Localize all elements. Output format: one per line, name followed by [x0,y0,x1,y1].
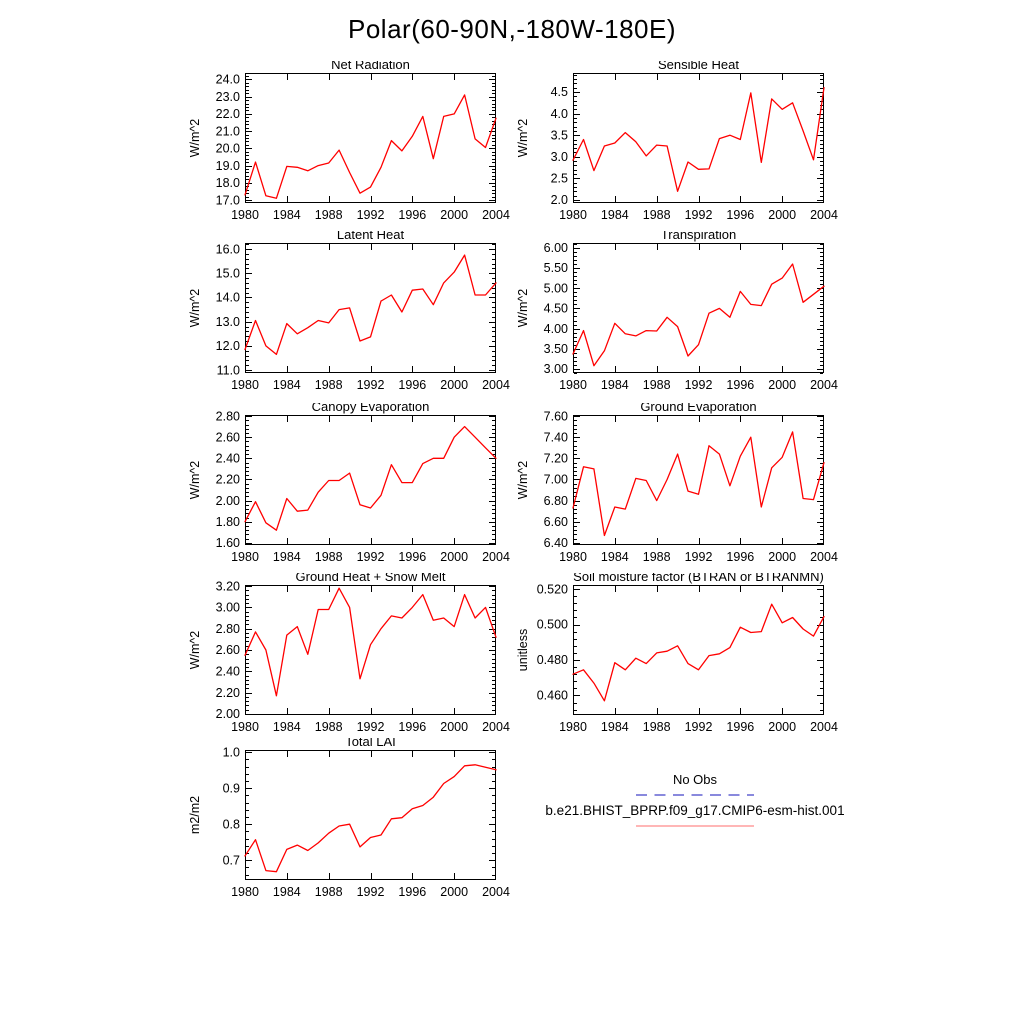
axis-labels [516,573,838,734]
svg-text:0.7: 0.7 [222,853,240,868]
svg-text:1988: 1988 [314,378,343,392]
svg-text:19.0: 19.0 [215,158,240,173]
svg-text:2.80: 2.80 [215,621,240,636]
chart-soil-moisture-factor [511,573,841,745]
subplot-title: Total LAI [345,738,396,749]
svg-text:2000: 2000 [440,720,469,734]
svg-text:1980: 1980 [231,208,259,222]
svg-text:22.0: 22.0 [215,107,240,122]
chart-svg [183,61,513,233]
svg-text:2000: 2000 [768,550,797,564]
axes-frame [574,74,824,203]
svg-text:1996: 1996 [398,720,427,734]
y-axis-title: unitless [516,628,530,672]
series-line [245,765,496,872]
svg-text:3.0: 3.0 [550,149,568,164]
svg-text:3.20: 3.20 [215,579,240,594]
subplot-title: Sensible Heat [658,61,739,72]
axis-labels [188,231,510,392]
svg-text:2004: 2004 [482,550,510,564]
axes-frame [246,586,496,715]
svg-text:1980: 1980 [231,378,259,392]
subplot-title: Ground Evaporation [640,403,757,414]
svg-text:21.0: 21.0 [215,124,240,139]
svg-text:1984: 1984 [600,378,629,392]
svg-text:2000: 2000 [768,378,797,392]
axis-labels [516,231,838,392]
chart-total-lai [183,738,513,910]
svg-text:1988: 1988 [314,208,343,222]
svg-text:1980: 1980 [231,720,259,734]
axes-frame [246,751,496,880]
svg-text:0.8: 0.8 [222,817,240,832]
svg-text:6.00: 6.00 [543,241,568,256]
chart-svg [183,403,513,575]
chart-sensible-heat [511,61,841,233]
svg-text:0.480: 0.480 [536,653,568,668]
y-axis-title: W/m^2 [188,288,202,328]
svg-text:1.80: 1.80 [215,514,240,529]
svg-text:3.50: 3.50 [543,341,568,356]
svg-text:1996: 1996 [726,720,755,734]
svg-text:1984: 1984 [272,208,301,222]
svg-text:1992: 1992 [684,208,713,222]
svg-text:1996: 1996 [726,208,755,222]
series-line [245,255,496,354]
series-line [245,95,496,198]
chart-svg [183,573,513,745]
axes-frame [246,416,496,545]
axis-labels [516,61,838,222]
svg-text:2000: 2000 [440,208,469,222]
svg-text:1996: 1996 [398,885,427,899]
svg-text:2.60: 2.60 [215,643,240,658]
svg-text:2.5: 2.5 [550,171,568,186]
svg-text:20.0: 20.0 [215,141,240,156]
svg-text:1984: 1984 [272,885,301,899]
axis-labels [188,573,510,734]
svg-text:1992: 1992 [356,378,385,392]
series-line [245,427,496,531]
svg-text:7.60: 7.60 [543,409,568,424]
svg-text:1984: 1984 [272,720,301,734]
svg-text:2.40: 2.40 [215,451,240,466]
svg-text:1992: 1992 [684,550,713,564]
svg-text:2004: 2004 [810,208,838,222]
y-axis-title: W/m^2 [188,118,202,158]
svg-text:2004: 2004 [482,720,510,734]
y-axis-title: m2/m2 [188,795,202,835]
svg-text:3.5: 3.5 [550,128,568,143]
svg-text:17.0: 17.0 [215,193,240,208]
svg-text:7.20: 7.20 [543,451,568,466]
svg-text:1992: 1992 [356,720,385,734]
series-line [573,432,824,536]
y-axis-title: W/m^2 [516,288,530,328]
axes-frame [246,74,496,203]
svg-text:7.00: 7.00 [543,472,568,487]
svg-text:1980: 1980 [559,378,587,392]
svg-text:1988: 1988 [642,720,671,734]
y-axis-title: W/m^2 [188,460,202,500]
svg-text:6.80: 6.80 [543,493,568,508]
chart-transpiration [511,231,841,403]
svg-text:2.00: 2.00 [215,707,240,722]
svg-text:16.0: 16.0 [215,242,240,257]
svg-text:2.20: 2.20 [215,472,240,487]
svg-text:1996: 1996 [398,208,427,222]
subplot-title: Canopy Evaporation [311,403,430,414]
svg-text:1980: 1980 [231,885,259,899]
axes-frame [574,244,824,374]
svg-text:1980: 1980 [559,208,587,222]
svg-text:0.520: 0.520 [536,582,568,597]
chart-svg [511,231,841,403]
chart-ground-heat-snow-melt [183,573,513,745]
svg-text:2004: 2004 [810,720,838,734]
chart-svg [511,573,841,745]
svg-text:1996: 1996 [726,378,755,392]
svg-text:4.00: 4.00 [543,321,568,336]
y-axis-title: W/m^2 [188,630,202,670]
svg-text:1984: 1984 [272,550,301,564]
svg-text:2.00: 2.00 [215,493,240,508]
svg-text:23.0: 23.0 [215,89,240,104]
svg-text:2004: 2004 [482,378,510,392]
svg-text:2000: 2000 [440,550,469,564]
svg-text:1980: 1980 [559,720,587,734]
svg-text:2004: 2004 [810,550,838,564]
svg-text:2000: 2000 [768,208,797,222]
chart-canopy-evaporation [183,403,513,575]
axis-labels [188,738,510,899]
svg-text:2004: 2004 [482,208,510,222]
chart-svg [511,403,841,575]
series-line [573,264,824,366]
svg-text:1984: 1984 [272,378,301,392]
svg-text:11.0: 11.0 [216,363,240,378]
y-axis-title: W/m^2 [516,460,530,500]
page-title: Polar(60-90N,-180W-180E) [348,14,676,44]
svg-text:1984: 1984 [600,208,629,222]
svg-text:1992: 1992 [356,885,385,899]
svg-text:2000: 2000 [440,885,469,899]
svg-text:7.40: 7.40 [543,430,568,445]
legend-case-line [636,823,754,829]
legend-case-label: b.e21.BHIST_BPRP.f09_g17.CMIP6-esm-hist.001 [545,803,845,818]
svg-text:1.60: 1.60 [215,536,240,551]
svg-text:0.500: 0.500 [536,617,568,632]
svg-text:1980: 1980 [231,550,259,564]
svg-text:2000: 2000 [440,378,469,392]
series-line [245,588,496,696]
svg-text:4.50: 4.50 [543,301,568,316]
svg-text:4.5: 4.5 [550,85,568,100]
svg-text:14.0: 14.0 [215,290,240,305]
subplot-title: Net Radiation [331,61,410,72]
legend [535,772,855,829]
svg-text:1984: 1984 [600,550,629,564]
svg-text:13.0: 13.0 [215,314,240,329]
subplot-title: Transpiration [660,231,737,242]
svg-text:5.00: 5.00 [543,281,568,296]
svg-text:2.20: 2.20 [215,685,240,700]
chart-svg [183,231,513,403]
svg-text:1.0: 1.0 [222,745,240,760]
legend-no-obs-label: No Obs [672,772,718,787]
svg-text:1988: 1988 [314,550,343,564]
svg-text:1996: 1996 [398,550,427,564]
chart-svg [511,61,841,233]
chart-latent-heat [183,231,513,403]
svg-text:1992: 1992 [356,208,385,222]
svg-text:1992: 1992 [356,550,385,564]
svg-text:24.0: 24.0 [215,72,240,87]
svg-text:2.80: 2.80 [215,409,240,424]
svg-text:2.60: 2.60 [215,430,240,445]
svg-text:3.00: 3.00 [543,362,568,377]
svg-text:12.0: 12.0 [215,339,240,354]
axes-frame [574,586,824,715]
axis-labels [516,403,838,564]
svg-text:1984: 1984 [600,720,629,734]
svg-text:1992: 1992 [684,378,713,392]
y-axis-title: W/m^2 [516,118,530,158]
axis-labels [188,403,510,564]
subplot-title: Latent Heat [336,231,405,242]
svg-text:3.00: 3.00 [215,600,240,615]
svg-text:18.0: 18.0 [215,176,240,191]
svg-text:1992: 1992 [684,720,713,734]
series-line [573,604,824,701]
svg-text:5.50: 5.50 [543,261,568,276]
svg-text:15.0: 15.0 [215,266,240,281]
legend-no-obs-line [636,792,754,798]
svg-text:2.0: 2.0 [550,193,568,208]
subplot-title: Ground Heat + Snow Melt [295,573,446,584]
subplot-title: Soil moisture factor (BTRAN or BTRANMN) [573,573,824,584]
svg-text:1980: 1980 [559,550,587,564]
svg-text:6.40: 6.40 [543,536,568,551]
svg-text:6.60: 6.60 [543,514,568,529]
svg-text:1988: 1988 [642,378,671,392]
svg-text:1988: 1988 [314,720,343,734]
svg-text:1988: 1988 [642,550,671,564]
svg-text:2004: 2004 [482,885,510,899]
svg-text:0.460: 0.460 [536,688,568,703]
svg-text:0.9: 0.9 [222,781,240,796]
svg-text:1996: 1996 [398,378,427,392]
svg-text:4.0: 4.0 [550,106,568,121]
svg-text:1988: 1988 [642,208,671,222]
svg-text:2.40: 2.40 [215,664,240,679]
svg-text:1988: 1988 [314,885,343,899]
svg-text:2000: 2000 [768,720,797,734]
chart-svg [183,738,513,910]
axes-frame [246,244,496,373]
chart-net-radiation [183,61,513,233]
axis-labels [188,61,510,222]
svg-text:1996: 1996 [726,550,755,564]
chart-ground-evaporation [511,403,841,575]
series-line [573,88,824,192]
axes-frame [574,416,824,545]
svg-text:2004: 2004 [810,378,838,392]
